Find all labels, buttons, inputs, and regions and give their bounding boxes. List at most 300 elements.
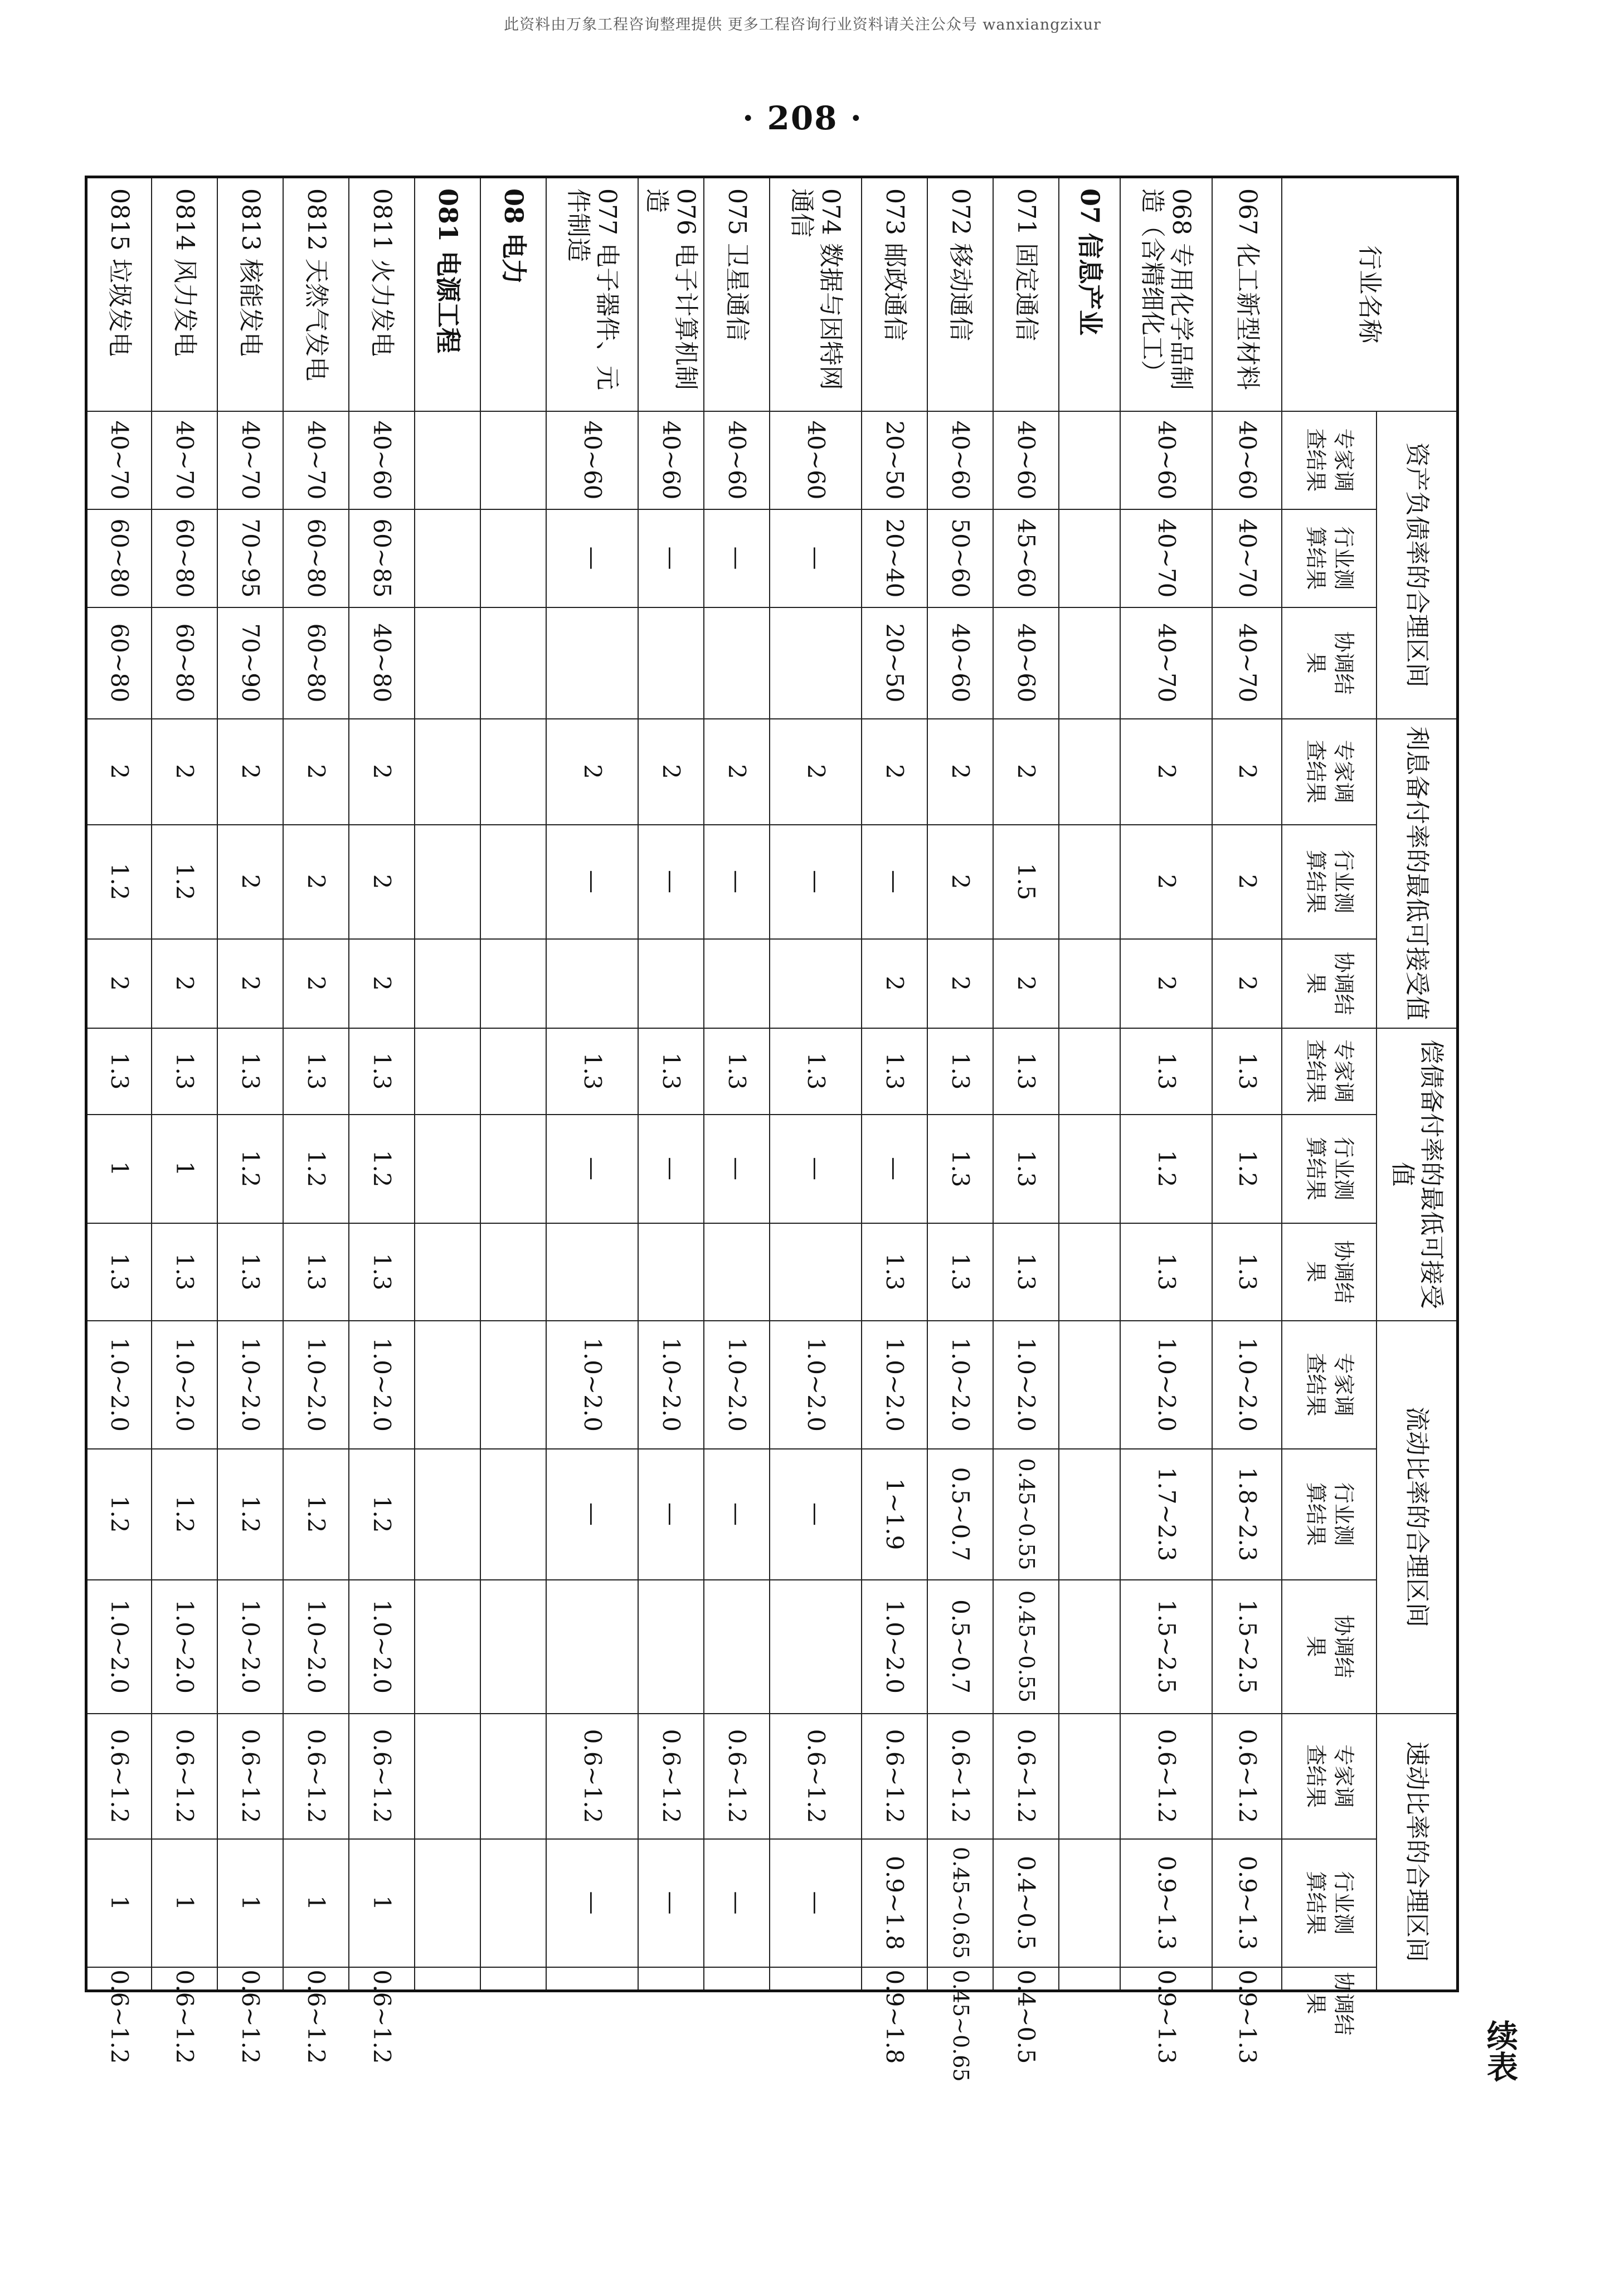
value-cell: — [547, 825, 639, 939]
value-cell [639, 1223, 704, 1321]
value-cell [1059, 1967, 1121, 1991]
value-cell [415, 1115, 481, 1223]
value-cell: 1.2 [152, 825, 218, 939]
table-row [1213, 177, 1282, 1991]
value-cell [704, 939, 770, 1028]
value-cell: 1.3 [1213, 1028, 1282, 1115]
value-cell [481, 1321, 547, 1449]
value-cell: 60~80 [86, 607, 152, 719]
value-cell: 0.6~1.2 [86, 1714, 152, 1839]
value-cell: 60~80 [284, 509, 349, 607]
value-cell: 1.3 [928, 1028, 994, 1115]
value-cell: 2 [1121, 719, 1213, 825]
value-cell: 40~60 [770, 411, 862, 509]
value-cell: 40~70 [152, 411, 218, 509]
watermark-text: 此资料由万象工程咨询整理提供 更多工程咨询行业资料请关注公众号 wanxiangzixur [504, 16, 1101, 33]
value-cell: 1.5 [994, 825, 1059, 939]
value-cell [1059, 1028, 1121, 1115]
table-row [1121, 177, 1213, 1991]
value-cell: — [547, 1115, 639, 1223]
value-cell: 2 [704, 719, 770, 825]
value-cell: 1.3 [994, 1028, 1059, 1115]
value-cell: 1.3 [770, 1028, 862, 1115]
value-cell: 0.4~0.5 [994, 1967, 1059, 1991]
value-cell: 2 [547, 719, 639, 825]
value-cell [415, 1223, 481, 1321]
value-cell: 40~60 [1213, 411, 1282, 509]
value-cell [1059, 825, 1121, 939]
value-cell: 1.3 [862, 1223, 928, 1321]
value-cell [415, 1967, 481, 1991]
industry-name-cell: 0811 火力发电 [349, 177, 415, 411]
value-cell [1059, 1115, 1121, 1223]
value-cell: 1.3 [994, 1223, 1059, 1321]
subheader-cell [1282, 1321, 1377, 1449]
value-cell: 40~60 [639, 411, 704, 509]
value-cell: 1.2 [218, 1449, 284, 1580]
value-cell: 1.3 [994, 1115, 1059, 1223]
value-cell: 1 [152, 1115, 218, 1223]
value-cell: 1.0~2.0 [1121, 1321, 1213, 1449]
value-cell: 0.5~0.7 [928, 1449, 994, 1580]
subheader-label: 专家调查结果 [1304, 1039, 1356, 1103]
value-cell: 1.3 [349, 1223, 415, 1321]
value-cell: 40~60 [704, 411, 770, 509]
table-row [1059, 177, 1121, 1991]
value-cell: 60~80 [152, 607, 218, 719]
value-cell: 1.3 [152, 1223, 218, 1321]
industry-name-cell: 073 邮政通信 [862, 177, 928, 411]
value-cell: 1.3 [152, 1028, 218, 1115]
value-cell: 1.3 [284, 1223, 349, 1321]
value-cell [1059, 1839, 1121, 1967]
value-cell [770, 1223, 862, 1321]
subheader-cell [1282, 939, 1377, 1028]
table-body [86, 177, 1282, 2082]
table-row [152, 177, 218, 1991]
value-cell [1059, 411, 1121, 509]
value-cell: 0.6~1.2 [284, 1967, 349, 1991]
value-cell: 0.9~1.3 [1213, 1839, 1282, 1967]
industry-name-cell: 0813 核能发电 [218, 177, 284, 411]
value-cell: 1.2 [1121, 1115, 1213, 1223]
value-cell [547, 1223, 639, 1321]
value-cell: 2 [218, 719, 284, 825]
value-cell: 60~80 [152, 509, 218, 607]
value-cell: 2 [770, 719, 862, 825]
subheader-cell [1282, 1839, 1377, 1967]
value-cell: 1.0~2.0 [547, 1321, 639, 1449]
value-cell [770, 939, 862, 1028]
value-cell [481, 1028, 547, 1115]
value-cell [1059, 939, 1121, 1028]
value-cell: 2 [928, 939, 994, 1028]
value-cell: 1.3 [284, 1028, 349, 1115]
table-row [349, 177, 415, 1991]
value-cell: 0.6~1.2 [349, 1967, 415, 1991]
value-cell: 1 [86, 1839, 152, 1967]
value-cell: 0.6~1.2 [1121, 1714, 1213, 1839]
value-cell: 2 [1213, 939, 1282, 1028]
value-cell: 1.0~2.0 [218, 1321, 284, 1449]
value-cell: 1.3 [704, 1028, 770, 1115]
value-cell: — [639, 509, 704, 607]
value-cell: 1.8~2.3 [1213, 1449, 1282, 1580]
value-cell [1059, 1580, 1121, 1714]
value-cell [415, 825, 481, 939]
value-cell [1059, 1223, 1121, 1321]
value-cell: 40~60 [928, 607, 994, 719]
value-cell [481, 939, 547, 1028]
industry-name-cell: 0812 天然气发电 [284, 177, 349, 411]
value-cell: 1.7~2.3 [1121, 1449, 1213, 1580]
value-cell: 60~80 [86, 509, 152, 607]
value-cell: 40~80 [349, 607, 415, 719]
value-cell: 60~80 [284, 607, 349, 719]
value-cell: 1.5~2.5 [1121, 1580, 1213, 1714]
value-cell: 2 [862, 719, 928, 825]
value-cell: 1.0~2.0 [86, 1321, 152, 1449]
subheader-label: 行业测算结果 [1304, 1871, 1356, 1935]
value-cell [1059, 1449, 1121, 1580]
table-row [415, 177, 481, 1991]
value-cell: 0.6~1.2 [1213, 1714, 1282, 1839]
value-cell: — [704, 509, 770, 607]
value-cell: 45~60 [994, 509, 1059, 607]
value-cell: 1.3 [928, 1115, 994, 1223]
subheader-label: 行业测算结果 [1304, 1137, 1356, 1201]
subheader-label: 专家调查结果 [1304, 428, 1356, 492]
financial-ratio-table [85, 176, 1459, 2082]
industry-name-cell: 0815 垃圾发电 [86, 177, 152, 411]
value-cell: 1.2 [284, 1449, 349, 1580]
value-cell: — [770, 1115, 862, 1223]
value-cell: 1.2 [152, 1449, 218, 1580]
subheader-label: 行业测算结果 [1304, 1482, 1356, 1546]
value-cell: 2 [349, 719, 415, 825]
subheader-cell [1282, 825, 1377, 939]
value-cell: 1.3 [1121, 1028, 1213, 1115]
value-cell: 0.9~1.8 [862, 1839, 928, 1967]
value-cell [770, 607, 862, 719]
table-row [218, 177, 284, 1991]
value-cell: 0.6~1.2 [284, 1714, 349, 1839]
value-cell: — [639, 825, 704, 939]
value-cell: — [639, 1449, 704, 1580]
value-cell: 50~60 [928, 509, 994, 607]
value-cell: 0.6~1.2 [218, 1967, 284, 1991]
value-cell: 1.2 [349, 1449, 415, 1580]
value-cell: 0.45~0.65 [928, 1967, 994, 1991]
value-cell: 40~70 [86, 411, 152, 509]
value-cell: 1.3 [1213, 1223, 1282, 1321]
value-cell [481, 411, 547, 509]
value-cell [547, 939, 639, 1028]
value-cell [639, 1967, 704, 1991]
value-cell [639, 1580, 704, 1714]
value-cell: 0.6~1.2 [994, 1714, 1059, 1839]
value-cell: 2 [152, 939, 218, 1028]
value-cell: 0.6~1.2 [928, 1714, 994, 1839]
industry-name-cell: 071 固定通信 [994, 177, 1059, 411]
value-cell: — [547, 1449, 639, 1580]
value-cell: 1.2 [1213, 1115, 1282, 1223]
value-cell [481, 1714, 547, 1839]
value-cell: 1~1.9 [862, 1449, 928, 1580]
value-cell: 1.0~2.0 [862, 1321, 928, 1449]
value-cell: 2 [994, 939, 1059, 1028]
value-cell: 0.6~1.2 [86, 1967, 152, 1991]
value-cell [481, 1839, 547, 1967]
value-cell: 40~70 [1121, 607, 1213, 719]
value-cell: 20~50 [862, 411, 928, 509]
value-cell [770, 1967, 862, 1991]
subheader-cell [1282, 719, 1377, 825]
table-row [547, 177, 639, 1991]
subheader-cell [1282, 1449, 1377, 1580]
value-cell: 0.6~1.2 [218, 1714, 284, 1839]
table-row [770, 177, 862, 1991]
value-cell: 40~60 [1121, 411, 1213, 509]
value-cell: 40~70 [1121, 509, 1213, 607]
value-cell: — [704, 825, 770, 939]
industry-name-header: 行业名称 [1282, 177, 1458, 411]
value-cell: — [704, 1839, 770, 1967]
value-cell: — [547, 1839, 639, 1967]
value-cell: 40~60 [994, 411, 1059, 509]
subheader-label: 专家调查结果 [1304, 1744, 1356, 1808]
subheader-label: 专家调查结果 [1304, 740, 1356, 804]
value-cell: 20~40 [862, 509, 928, 607]
value-cell [415, 1839, 481, 1967]
value-cell: 1.0~2.0 [1213, 1321, 1282, 1449]
table-row [284, 177, 349, 1991]
value-cell: 0.6~1.2 [152, 1967, 218, 1991]
header-debt-service-coverage: 偿债备付率的最低可接受值 [1377, 1028, 1458, 1321]
value-cell [547, 1967, 639, 1991]
value-cell [415, 719, 481, 825]
value-cell [415, 1028, 481, 1115]
subheader-cell [1282, 1714, 1377, 1839]
value-cell: 1.2 [86, 825, 152, 939]
subheader-cell [1282, 1580, 1377, 1714]
table-row [86, 177, 152, 1991]
value-cell: 2 [1121, 825, 1213, 939]
value-cell: — [770, 1839, 862, 1967]
value-cell [481, 1115, 547, 1223]
table-row [928, 177, 994, 1991]
industry-name-cell: 074 数据与因特网通信 [770, 177, 862, 411]
subheader-cell [1282, 509, 1377, 607]
value-cell [415, 1449, 481, 1580]
value-cell [481, 1967, 547, 1991]
value-cell: 1.0~2.0 [349, 1580, 415, 1714]
value-cell: 1.0~2.0 [284, 1321, 349, 1449]
table-row [481, 177, 547, 1991]
value-cell [704, 1580, 770, 1714]
value-cell: — [770, 509, 862, 607]
value-cell: 2 [284, 825, 349, 939]
value-cell: 1.3 [349, 1028, 415, 1115]
subheader-cell [1282, 1028, 1377, 1115]
table-row [704, 177, 770, 1991]
value-cell: 2 [86, 939, 152, 1028]
value-cell [415, 939, 481, 1028]
value-cell: — [862, 1115, 928, 1223]
value-cell: 2 [1213, 825, 1282, 939]
value-cell [415, 607, 481, 719]
table-row [639, 177, 704, 1991]
page-number: · 208 · [742, 99, 863, 137]
subheader-cell [1282, 1223, 1377, 1321]
value-cell: 2 [1121, 939, 1213, 1028]
value-cell: 1.0~2.0 [86, 1580, 152, 1714]
value-cell [547, 1580, 639, 1714]
value-cell: 40~70 [1213, 607, 1282, 719]
value-cell: 2 [218, 939, 284, 1028]
subheader-cell [1282, 411, 1377, 509]
subheader-label: 行业测算结果 [1304, 849, 1356, 913]
subheader-cell [1282, 607, 1377, 719]
value-cell: 0.9~1.8 [862, 1967, 928, 1991]
subheader-label: 协调结果 [1304, 1972, 1356, 2036]
value-cell: 1.0~2.0 [349, 1321, 415, 1449]
value-cell: 1 [218, 1839, 284, 1967]
value-cell: 70~95 [218, 509, 284, 607]
header-debt-ratio: 资产负债率的合理区间 [1377, 411, 1458, 719]
industry-name-cell: 0814 风力发电 [152, 177, 218, 411]
value-cell: 1.3 [86, 1028, 152, 1115]
subheader-row [1282, 177, 1377, 1991]
subheader-label: 协调结果 [1304, 631, 1356, 695]
value-cell: 1.3 [218, 1028, 284, 1115]
value-cell [415, 509, 481, 607]
value-cell: 2 [1213, 719, 1282, 825]
value-cell [481, 1580, 547, 1714]
value-cell: 2 [928, 825, 994, 939]
industry-name-cell: 077 电子器件、元件制造 [547, 177, 639, 411]
value-cell: 2 [928, 719, 994, 825]
table-row [862, 177, 928, 1991]
value-cell: 2 [284, 939, 349, 1028]
value-cell [1059, 1714, 1121, 1839]
value-cell: — [704, 1449, 770, 1580]
value-cell [639, 939, 704, 1028]
value-cell [704, 1967, 770, 1991]
value-cell [481, 825, 547, 939]
value-cell: 20~50 [862, 607, 928, 719]
value-cell [704, 607, 770, 719]
value-cell: 0.6~1.2 [639, 1714, 704, 1839]
value-cell [481, 1223, 547, 1321]
value-cell: 2 [994, 719, 1059, 825]
category-name-cell: 08 电力 [481, 177, 547, 411]
value-cell: 0.9~1.3 [1121, 1967, 1213, 1991]
value-cell [415, 1321, 481, 1449]
subheader-label: 行业测算结果 [1304, 526, 1356, 590]
industry-name-cell: 068 专用化学品制造（含精细化工） [1121, 177, 1213, 411]
continued-label: 续表 [1482, 2020, 1519, 2082]
value-cell: 1.3 [547, 1028, 639, 1115]
category-name-cell: 07 信息产业 [1059, 177, 1121, 411]
subheader-cell [1282, 1967, 1377, 2036]
value-cell: 1.0~2.0 [770, 1321, 862, 1449]
value-cell: 1.0~2.0 [284, 1580, 349, 1714]
value-cell: 1.2 [284, 1115, 349, 1223]
category-name-cell: 081 电源工程 [415, 177, 481, 411]
industry-name-cell: 067 化工新型材料 [1213, 177, 1282, 411]
value-cell: 1.0~2.0 [218, 1580, 284, 1714]
value-cell: 40~70 [1213, 509, 1282, 607]
value-cell [481, 1449, 547, 1580]
value-cell: 1.0~2.0 [639, 1321, 704, 1449]
industry-name-cell: 072 移动通信 [928, 177, 994, 411]
value-cell [770, 1580, 862, 1714]
value-cell: — [704, 1115, 770, 1223]
value-cell [704, 1223, 770, 1321]
value-cell: 40~70 [218, 411, 284, 509]
value-cell: 1.3 [1121, 1223, 1213, 1321]
value-cell: 1.2 [86, 1449, 152, 1580]
value-cell [1059, 1321, 1121, 1449]
value-cell: 2 [284, 719, 349, 825]
value-cell: 1.5~2.5 [1213, 1580, 1282, 1714]
value-cell: 1.2 [349, 1115, 415, 1223]
value-cell [481, 509, 547, 607]
value-cell: — [770, 825, 862, 939]
value-cell: — [547, 509, 639, 607]
value-cell: 2 [86, 719, 152, 825]
value-cell: — [639, 1115, 704, 1223]
subheader-label: 协调结果 [1304, 951, 1356, 1015]
value-cell: 0.5~0.7 [928, 1580, 994, 1714]
subheader-label: 专家调查结果 [1304, 1353, 1356, 1417]
value-cell: 1.0~2.0 [862, 1580, 928, 1714]
value-cell [415, 411, 481, 509]
value-cell: 40~60 [349, 411, 415, 509]
header-quick-ratio: 速动比率的合理区间 [1377, 1714, 1458, 1991]
value-cell: 1.0~2.0 [704, 1321, 770, 1449]
value-cell [547, 607, 639, 719]
value-cell [1059, 607, 1121, 719]
value-cell: 1.3 [928, 1223, 994, 1321]
table-row [994, 177, 1059, 1991]
value-cell: 2 [218, 825, 284, 939]
value-cell: 1.0~2.0 [152, 1580, 218, 1714]
header-interest-coverage: 利息备付率的最低可接受值 [1377, 719, 1458, 1028]
value-cell: 1.0~2.0 [152, 1321, 218, 1449]
value-cell: — [770, 1449, 862, 1580]
value-cell: 40~60 [928, 411, 994, 509]
value-cell: 40~60 [994, 607, 1059, 719]
value-cell: 1.3 [862, 1028, 928, 1115]
value-cell: 2 [152, 719, 218, 825]
value-cell: 1.3 [639, 1028, 704, 1115]
value-cell: 0.9~1.3 [1121, 1839, 1213, 1967]
value-cell: 40~70 [284, 411, 349, 509]
value-cell: 40~60 [547, 411, 639, 509]
value-cell: 60~85 [349, 509, 415, 607]
value-cell: 0.4~0.5 [994, 1839, 1059, 1967]
value-cell: 1 [86, 1115, 152, 1223]
subheader-label: 协调结果 [1304, 1240, 1356, 1304]
value-cell: 1.0~2.0 [928, 1321, 994, 1449]
value-cell: 1.3 [86, 1223, 152, 1321]
value-cell: 1 [284, 1839, 349, 1967]
value-cell: 0.6~1.2 [547, 1714, 639, 1839]
value-cell [481, 719, 547, 825]
value-cell: 0.9~1.3 [1213, 1967, 1282, 1991]
